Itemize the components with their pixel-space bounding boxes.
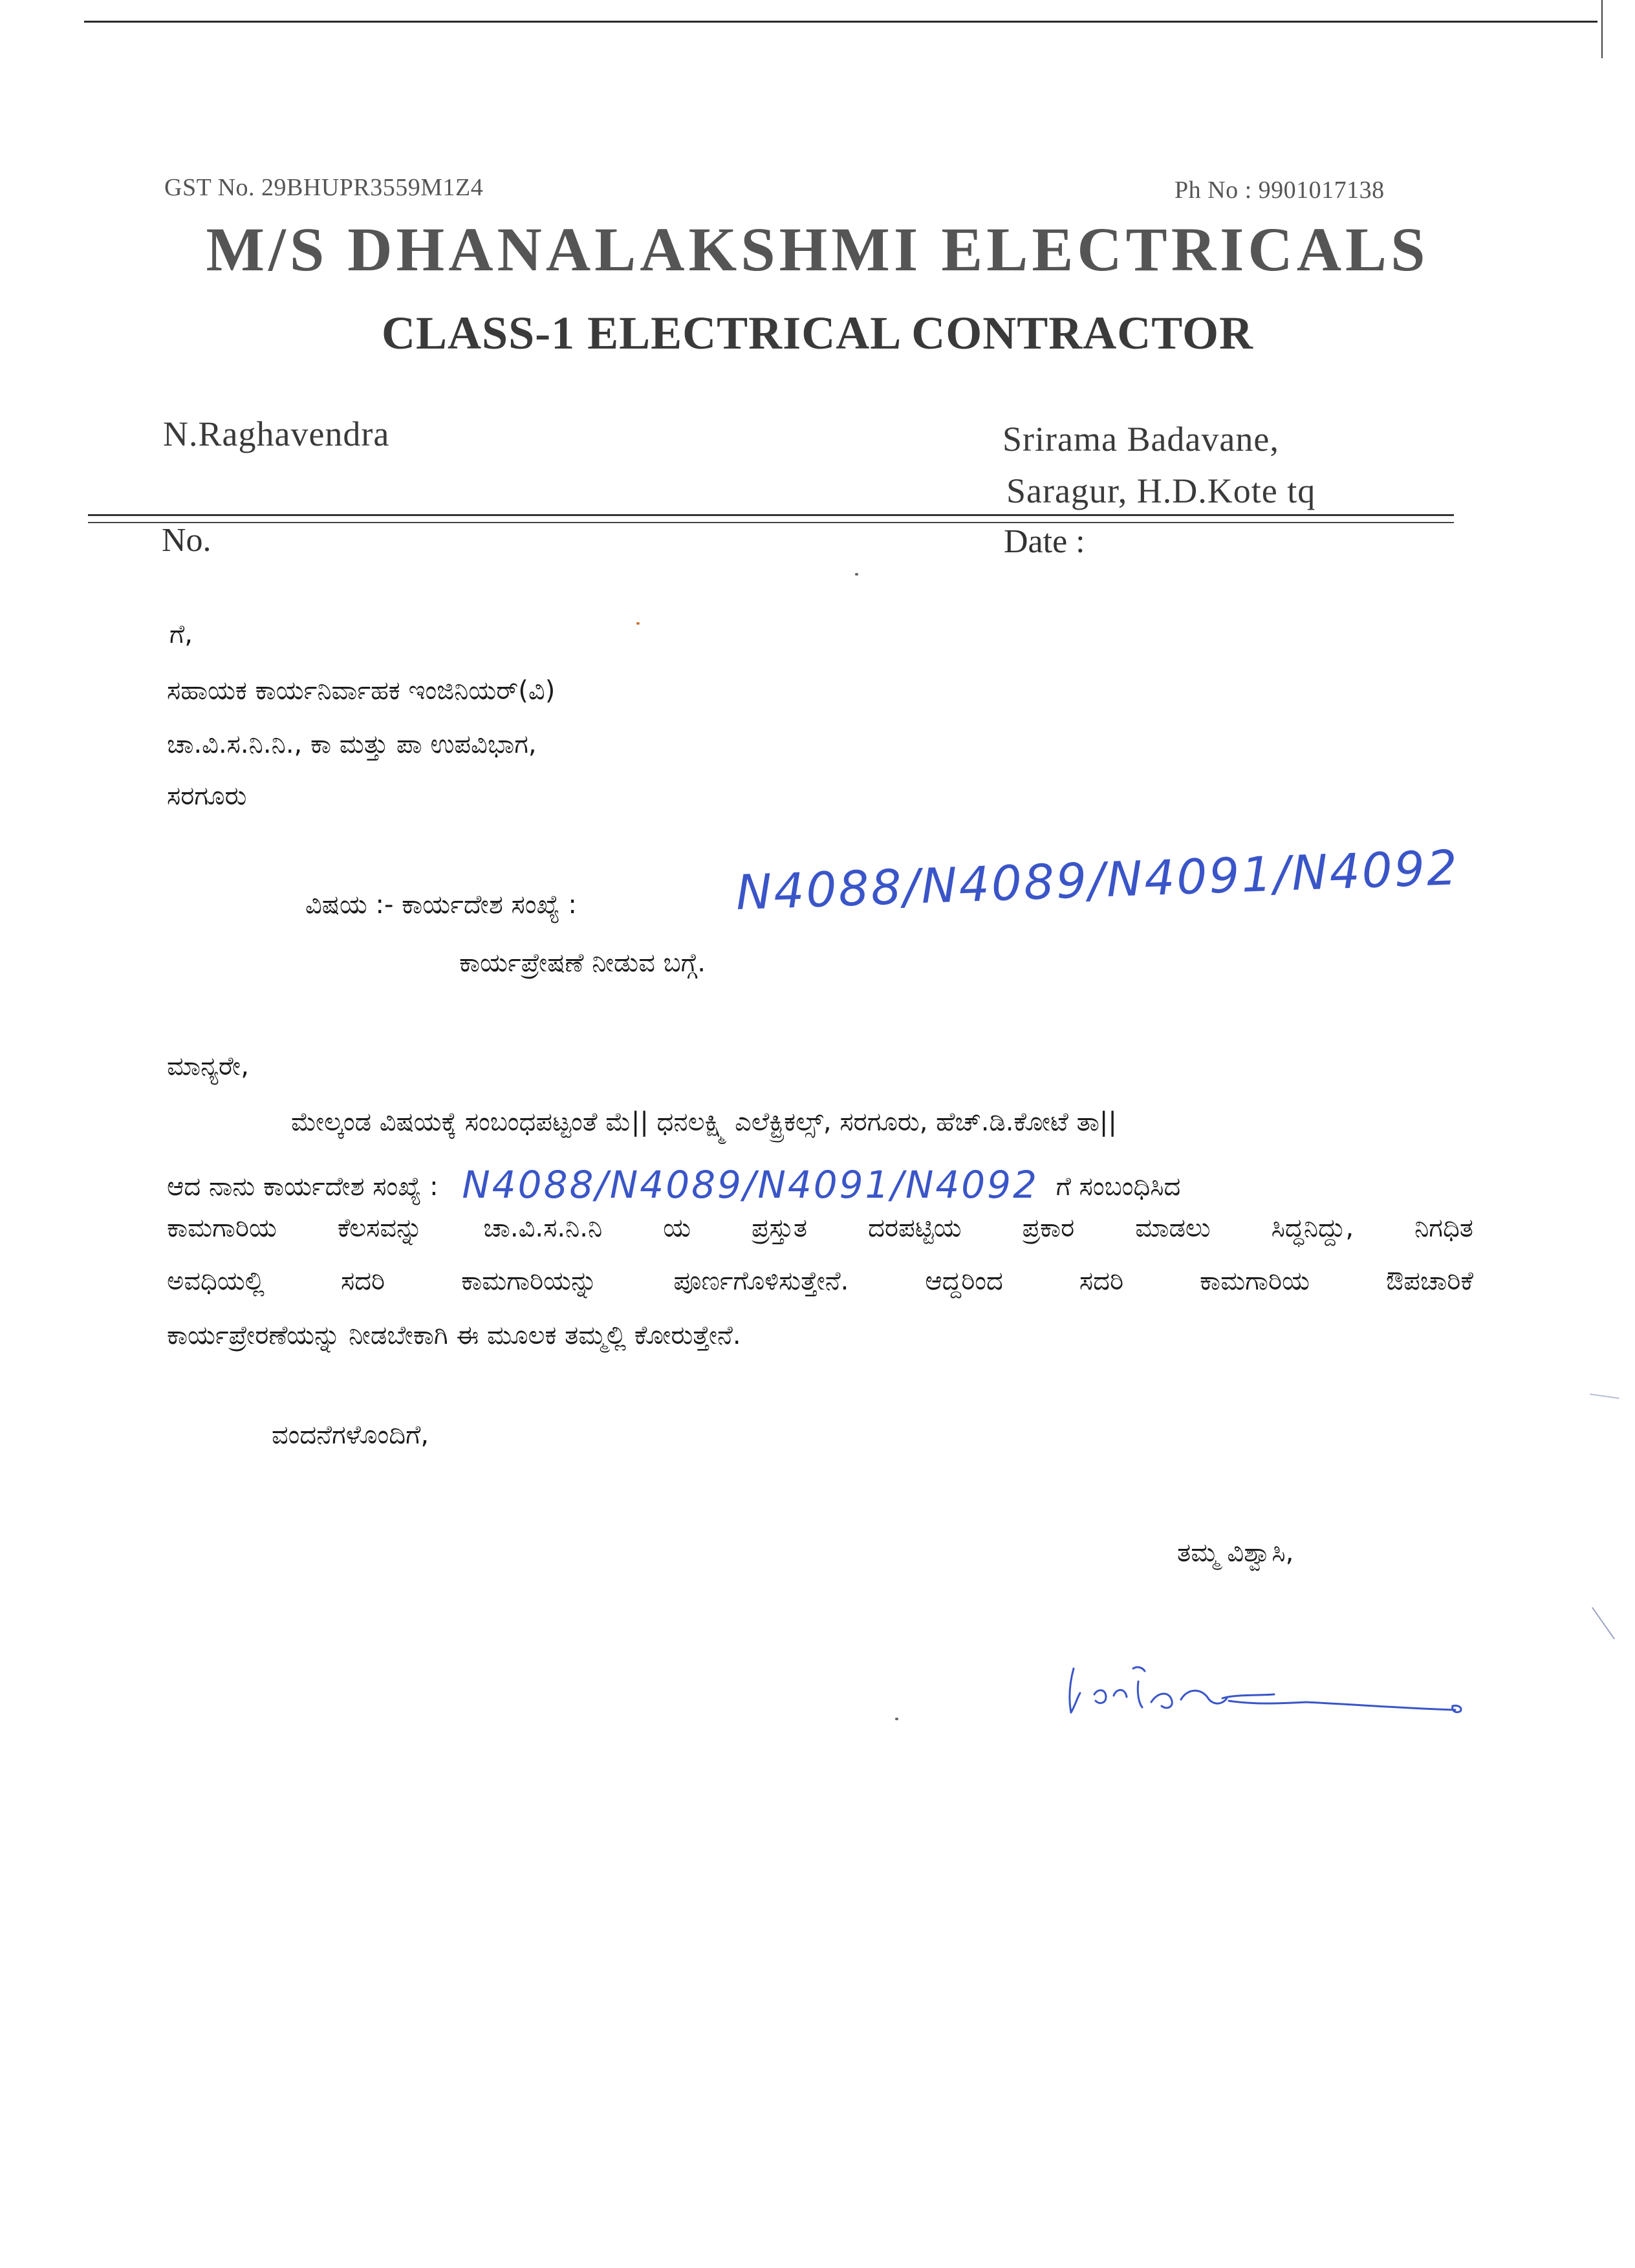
closing-line: ತಮ್ಮ ವಿಶ್ವಾಸಿ,: [1177, 1538, 1294, 1568]
salutation: ಮಾನ್ಯರೇ,: [167, 1052, 249, 1081]
scan-top-border: [84, 21, 1597, 23]
body-line: ಕಾರ್ಯಪ್ರೇರಣೆಯನ್ನು ನೀಡಬೇಕಾಗಿ ಈ ಮೂಲಕ ತಮ್ಮಲ್ಲಿ ಕೋರುತ್ತೇನೆ.: [167, 1321, 741, 1350]
company-name: M/S DHANALAKSHMI ELECTRICALS: [206, 215, 1429, 284]
recipient-office: ಚಾ.ವಿ.ಸ.ನಿ.ನಿ., ಕಾ ಮತ್ತು ಪಾ ಉಪವಿಭಾಗ,: [167, 729, 537, 759]
body-line: ಅವಧಿಯಲ್ಲಿ ಸದರಿ ಕಾಮಗಾರಿಯನ್ನು ಪೂರ್ಣಗೊಳಿಸುತ್ತೇನೆ. ಆದ್ದರಿಂದ ಸದರಿ ಕಾಮಗಾರಿಯ ಔಪಚಾರಿಕೆ: [167, 1266, 1473, 1296]
address-line-2: Saragur, H.D.Kote tq: [1006, 471, 1316, 510]
body-line-text: ಗೆ ಸಂಬಂಧಿಸಿದ: [1056, 1172, 1181, 1202]
handwritten-work-order-numbers: N4088/N4089/N4091/N4092: [735, 839, 1460, 921]
thanks-line: ವಂದನೆಗಳೊಂದಿಗೆ,: [272, 1420, 429, 1450]
subject-line-2: ಕಾರ್ಯಪ್ರೇಷಣೆ ನೀಡುವ ಬಗ್ಗೆ.: [459, 948, 706, 978]
reference-number-label: No.: [162, 522, 211, 559]
recipient-place: ಸರಗೂರು: [167, 781, 247, 811]
body-line: [167, 1160, 1181, 1207]
scan-edge-mark: [1592, 1607, 1615, 1639]
handwritten-work-order-numbers: N4088/N4089/N4091/N4092: [462, 1163, 1039, 1207]
body-line-text: ಆದ ನಾನು ಕಾರ್ಯದೇಶ ಸಂಖ್ಯೆ :: [167, 1172, 439, 1202]
letterhead-divider: [88, 522, 1454, 523]
signature: [1061, 1643, 1513, 1740]
scan-edge-mark: [1590, 1394, 1619, 1399]
body-line: ಮೇಲ್ಕಂಡ ವಿಷಯಕ್ಕೆ ಸಂಬಂಧಪಟ್ಟಂತೆ ಮೆ|| ಧನಲಕ್ಷ್ಮಿ ಎಲೆಕ್ಟ್ರಿಕಲ್ಸ್, ಸರಗೂರು, ಹೆಚ್.ಡಿ.ಕೋಟೆ ತಾ||: [291, 1107, 1117, 1137]
date-label: Date :: [1004, 523, 1085, 560]
gst-number: GST No. 29BHUPR3559M1Z4: [164, 174, 484, 201]
scan-speck: [636, 622, 640, 625]
scan-edge-mark: [1601, 0, 1603, 58]
proprietor-name: N.Raghavendra: [163, 415, 390, 453]
address-line-1: Srirama Badavane,: [1002, 420, 1279, 459]
recipient-to: ಗೆ,: [169, 620, 193, 649]
recipient-designation: ಸಹಾಯಕ ಕಾರ್ಯನಿರ್ವಾಹಕ ಇಂಜಿನಿಯರ್(ವಿ): [167, 676, 556, 706]
subject-label: ವಿಷಯ :- ಕಾರ್ಯದೇಶ ಸಂಖ್ಯೆ :: [305, 890, 577, 920]
scan-speck: [855, 573, 858, 576]
phone-number: Ph No : 9901017138: [1175, 177, 1385, 204]
letterhead-divider: [88, 514, 1454, 516]
scan-speck: [895, 1718, 898, 1720]
body-line: ಕಾಮಗಾರಿಯ ಕೆಲಸವನ್ನು ಚಾ.ವಿ.ಸ.ನಿ.ನಿ ಯ ಪ್ರಸ್ತುತ ದರಪಟ್ಟಿಯ ಪ್ರಕಾರ ಮಾಡಲು ಸಿದ್ಧನಿದ್ದು, ನಿಗಧಿತ: [167, 1213, 1473, 1243]
company-subtitle: CLASS-1 ELECTRICAL CONTRACTOR: [382, 307, 1253, 359]
